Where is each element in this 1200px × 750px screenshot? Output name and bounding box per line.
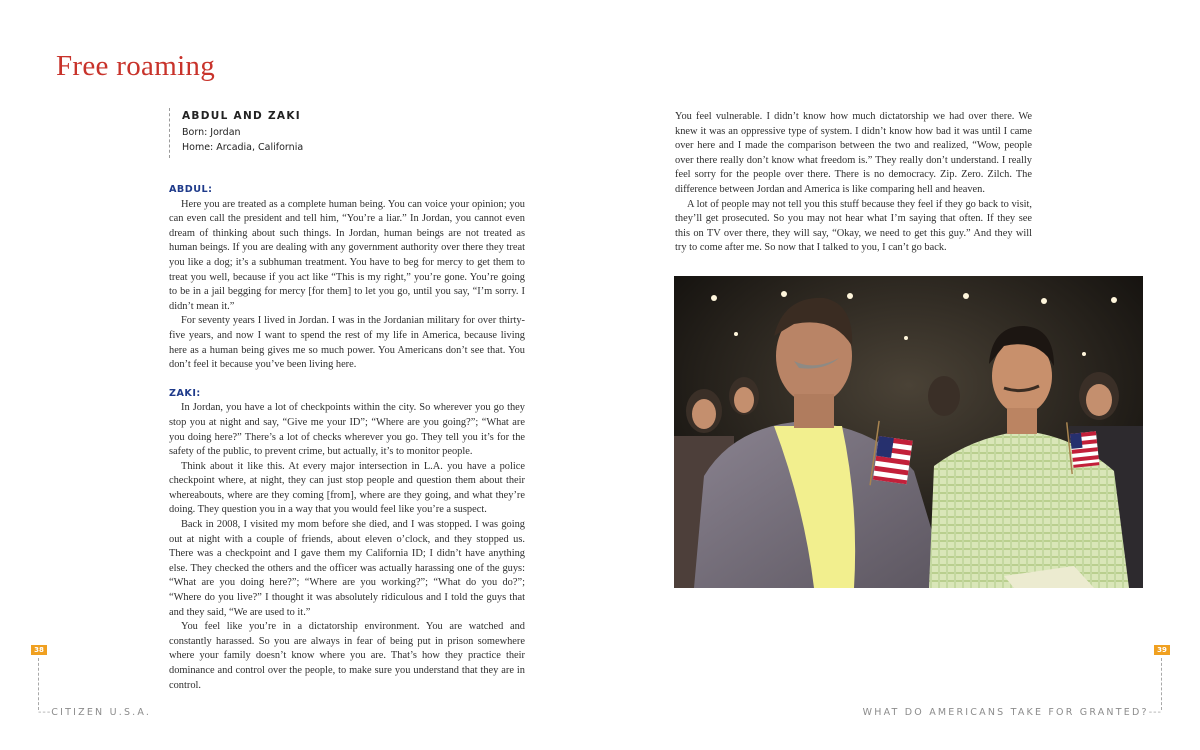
page-number-right: 39 bbox=[1154, 645, 1170, 655]
zaki-paragraph-4: You feel like you’re in a dictatorship environment. You are watched and constantly harassed. So you are always in fear of being put in prison somewhere where your family doesn’t know where you are. That’s how they practice their dominance and control over the people, to make sure you understand that they are in control. bbox=[169, 621, 525, 691]
subject-names: ABDUL AND ZAKI bbox=[182, 110, 301, 122]
footer-book-title: ---CITIZEN U.S.A. bbox=[38, 707, 152, 718]
right-margin-dash-line bbox=[1161, 658, 1162, 710]
left-margin-dash-line bbox=[38, 658, 39, 710]
speaker-label-abdul: ABDUL: bbox=[169, 184, 213, 195]
footer-section-title-text: WHAT DO AMERICANS TAKE FOR GRANTED? bbox=[862, 707, 1149, 718]
zaki-paragraph-3: Back in 2008, I visited my mom before she died, and I was stopped. I was going out at night with a couple of friends, about eleven o’clock, and they stopped us. There was a checkpoint and I gave them my California ID; I didn’t have anything else. They checked the others and the officer was actually harassing one of the guys: “What are you doing here?”; “Where are you working?”; “What do you do?”; “Where do you live?” I thought it was absolutely ridiculous and I told the guys that and they said, “We are used to it.” bbox=[169, 519, 525, 618]
abdul-paragraph-2: For seventy years I lived in Jordan. I was in the Jordanian military for over thirty-five years, and now I want to spend the rest of my life in America, because living here as a human being gives me so much power. You Americans don’t see that. You don’t feel it because you’ve been living here. bbox=[169, 315, 525, 371]
zaki-paragraph-1: In Jordan, you have a lot of checkpoints within the city. So wherever you go they stop you at night and say, “Give me your ID”; “Where are you going?”; “What are you doing here?” There’s a lot of checks wherever you go. They tell you it’s for the safety of the public, to prevent crime, but actually, it’s to monitor people. bbox=[169, 402, 525, 458]
chapter-title: Free roaming bbox=[56, 50, 216, 82]
speaker-label-zaki: ZAKI: bbox=[169, 387, 201, 399]
footer-section-title: WHAT DO AMERICANS TAKE FOR GRANTED?--- bbox=[862, 707, 1162, 718]
subject-born: Born: Jordan bbox=[182, 127, 241, 138]
zaki-paragraph-6: A lot of people may not tell you this stuff because they feel if they go back to visit, they’ll get prosecuted. So you may not hear what I’m saying that often. If they see this on TV over there, they will say, “Okay, we need to get this guy.” And they will try to come after me. So now that I talked to you, I can’t go back. bbox=[675, 198, 1032, 254]
zaki-paragraph-5: You feel vulnerable. I didn’t know how much dictatorship we had over there. We knew it was an oppressive type of system. I didn’t know how bad it was until I came over here and I made the comparison between the two and realized, “Wow, people over there really don’t know what freedom is.” They really don’t understand. I really feel sorry for the people over there. There is no democracy. Zip. Zero. Zilch. The difference between Jordan and America is like comparing hell and heaven. bbox=[675, 111, 1032, 195]
page-number-left: 38 bbox=[31, 645, 47, 655]
footer-book-title-text: CITIZEN U.S.A. bbox=[51, 707, 152, 718]
left-text-column bbox=[169, 183, 525, 693]
zaki-paragraph-2: Think about it like this. At every major intersection in L.A. you have a police checkpoint where, at night, they can just stop people and question them about their whereabouts, where are they coming [from], where are they going, and what they’re doing. They question you in a way that you would feel like you’re a suspect. bbox=[169, 460, 525, 516]
naturalization-ceremony-photo bbox=[674, 276, 1143, 588]
abdul-paragraph-1: Here you are treated as a complete human being. You can voice your opinion; you can even call the president and tell him, “You’re a liar.” In Jordan, you cannot even dream of thinking about such things. In Jordan, human beings are not treated as human beings. If you are dealing with any government authority over there they treat you like a dog; it’s a subhuman treatment. You have to beg for mercy to get them to treat you well, because if you act like “This is my right,” you’re gone. You’re going to be in a jail begging for mercy [for them] to let you go, until you say, “I’m sorry. I didn’t mean it.” bbox=[169, 198, 525, 312]
subject-info-box bbox=[169, 108, 303, 158]
right-text-column bbox=[675, 110, 1032, 256]
subject-home: Home: Arcadia, California bbox=[182, 142, 304, 153]
